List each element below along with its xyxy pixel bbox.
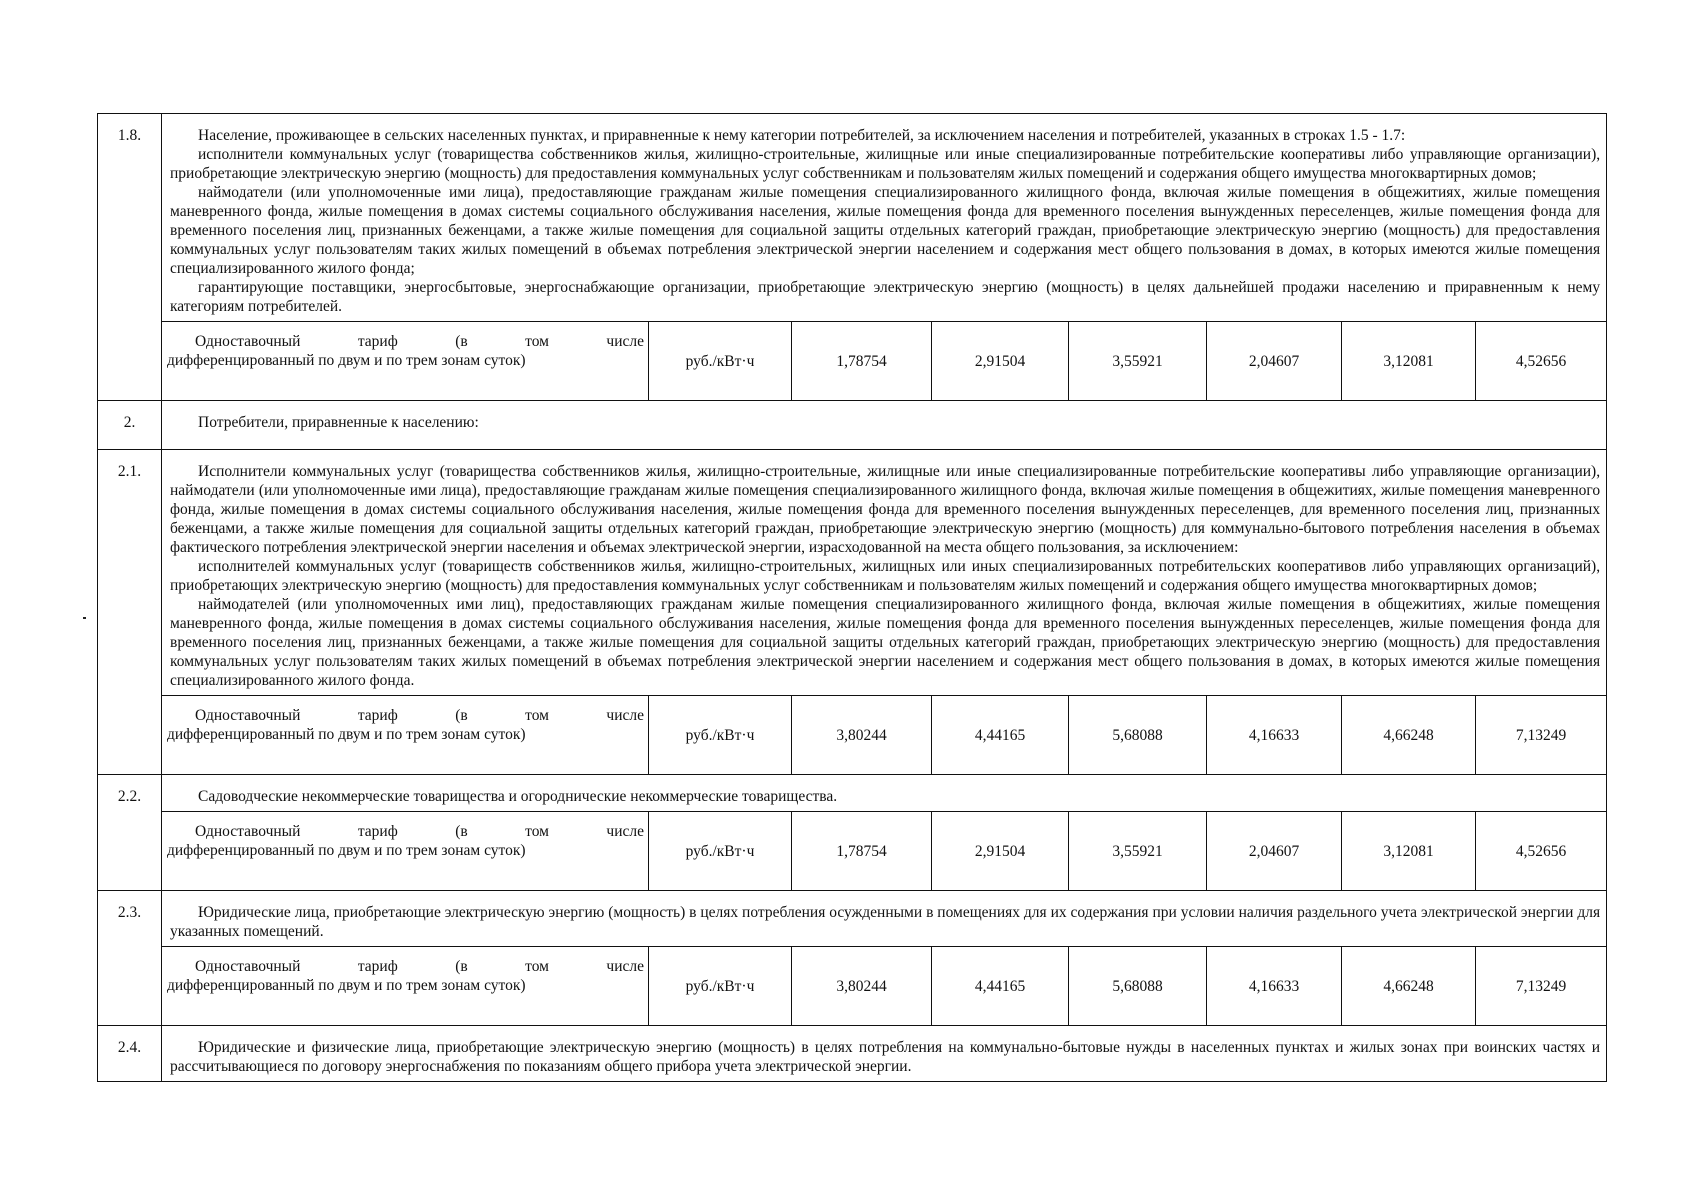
value-cell: 3,80244 [792, 947, 932, 1026]
value-cell: 2,91504 [932, 322, 1069, 401]
unit-cell: руб./кВт·ч [649, 322, 792, 401]
table-row [98, 450, 1607, 696]
row-description [162, 891, 1607, 947]
row-number: 2.3. [98, 891, 162, 1026]
row-description [162, 114, 1607, 322]
unit-cell: руб./кВт·ч [649, 696, 792, 775]
row-number: 2.4. [98, 1026, 162, 1082]
rate-label [162, 812, 649, 891]
value-cell: 4,44165 [932, 947, 1069, 1026]
value-cell: 3,12081 [1342, 322, 1476, 401]
paragraph: Население, проживающее в сельских населенных пунктах, и приравненные к нему категории потребителей, за исключением населения и потребителей, указанных в строках 1.5 - 1.7: [198, 127, 1406, 144]
rate-label-line2: дифференцированный по двум и по трем зонам суток) [167, 352, 526, 369]
table-row [98, 891, 1607, 947]
table-row [98, 1026, 1607, 1082]
value-cell: 5,68088 [1069, 947, 1207, 1026]
paragraph: Потребители, приравненные к населению: [198, 414, 479, 431]
row-description [162, 401, 1607, 450]
rate-label-line1: Одноставочный тариф (в том числе [195, 823, 644, 840]
value-cell: 4,66248 [1342, 696, 1476, 775]
value-cell: 4,16633 [1207, 947, 1342, 1026]
tariff-row [98, 322, 1607, 401]
unit-cell: руб./кВт·ч [649, 947, 792, 1026]
value-cell: 4,52656 [1476, 322, 1607, 401]
value-cell: 4,44165 [932, 696, 1069, 775]
table-row [98, 775, 1607, 812]
rate-label-line2: дифференцированный по двум и по трем зонам суток) [167, 842, 526, 859]
value-cell: 2,91504 [932, 812, 1069, 891]
tariff-row [98, 947, 1607, 1026]
value-cell: 1,78754 [792, 322, 932, 401]
scan-speck [83, 617, 86, 619]
row-number: 1.8. [98, 114, 162, 401]
row-description [162, 775, 1607, 812]
value-cell: 4,52656 [1476, 812, 1607, 891]
paragraph: исполнителей коммунальных услуг (товариществ собственников жилья, жилищно-строительных, жилищных или иных специализированных потребительских кооперативов либо управляющих организаций), приобретающих электрическую энергию (мощность) для предоставления коммунальных услуг собственникам и пользователям жилых помещений и содержания общего имущества многоквартирных домов; [170, 558, 1601, 594]
tariff-row [98, 812, 1607, 891]
unit-cell: руб./кВт·ч [649, 812, 792, 891]
row-description [162, 450, 1607, 696]
paragraph: Исполнители коммунальных услуг (товарищества собственников жилья, жилищно-строительные, жилищные или иные специализированные потребительские кооперативы либо управляющие организации), наймодатели (или уполномоченные ими лица), предоставляющие гражданам жилые помещения специализированного жилищного фонда, включая жилые помещения в общежитиях, жилые помещения маневренного фонда, жилые помещения в домах системы социального обслуживания населения, жилые помещения фонда для временного поселения вынужденных переселенцев, для временного поселения лиц, признанных беженцами, а также жилые помещения для социальной защиты отдельных категорий граждан, приобретающие электрическую энергию (мощность) для коммунально-бытового потребления населения в объемах фактического потребления электрической энергии населения и объемах электрической энергии, израсходованной на места общего пользования, за исключением: [170, 463, 1601, 556]
paragraph: Юридические лица, приобретающие электрическую энергию (мощность) в целях потребления осужденными в помещениях для их содержания при условии наличия раздельного учета электрической энергии для указанных помещений. [170, 904, 1601, 940]
row-number: 2.2. [98, 775, 162, 891]
value-cell: 1,78754 [792, 812, 932, 891]
rate-label-line2: дифференцированный по двум и по трем зонам суток) [167, 726, 526, 743]
tariff-table [97, 113, 1607, 1082]
value-cell: 3,55921 [1069, 322, 1207, 401]
value-cell: 7,13249 [1476, 696, 1607, 775]
table-row [98, 114, 1607, 322]
value-cell: 3,80244 [792, 696, 932, 775]
rate-label-line1: Одноставочный тариф (в том числе [195, 333, 644, 350]
rate-label [162, 322, 649, 401]
paragraph: Садоводческие некоммерческие товарищества и огороднические некоммерческие товарищества. [198, 788, 838, 805]
row-number: 2. [98, 401, 162, 450]
value-cell: 3,55921 [1069, 812, 1207, 891]
rate-label-line1: Одноставочный тариф (в том числе [195, 707, 644, 724]
table-row [98, 401, 1607, 450]
tariff-row [98, 696, 1607, 775]
rate-label-line1: Одноставочный тариф (в том числе [195, 958, 644, 975]
value-cell: 2,04607 [1207, 812, 1342, 891]
row-number: 2.1. [98, 450, 162, 775]
value-cell: 4,66248 [1342, 947, 1476, 1026]
row-description [162, 1026, 1607, 1082]
paragraph: гарантирующие поставщики, энергосбытовые, энергоснабжающие организации, приобретающие электрическую энергию (мощность) в целях дальнейшей продажи населению и приравненным к нему категориям потребителей. [170, 279, 1601, 315]
rate-label [162, 696, 649, 775]
rate-label [162, 947, 649, 1026]
value-cell: 5,68088 [1069, 696, 1207, 775]
paragraph: наймодатели (или уполномоченные ими лица), предоставляющие гражданам жилые помещения специализированного жилищного фонда, включая жилые помещения в общежитиях, жилые помещения маневренного фонда, жилые помещения в домах системы социального обслуживания населения, жилые помещения фонда для временного поселения вынужденных переселенцев, жилые помещения фонда для временного поселения лиц, признанных беженцами, а также жилые помещения для социальной защиты отдельных категорий граждан, приобретающие электрическую энергию (мощность) для предоставления коммунальных услуг пользователям таких жилых помещений в объемах потребления электрической энергии населением и содержания мест общего пользования в домах, в которых имеются жилые помещения специализированного жилого фонда; [170, 184, 1601, 277]
value-cell: 7,13249 [1476, 947, 1607, 1026]
paragraph: исполнители коммунальных услуг (товарищества собственников жилья, жилищно-строительные, жилищные или иные специализированные потребительские кооперативы либо управляющие организации), приобретающие электрическую энергию (мощность) для предоставления коммунальных услуг собственникам и пользователям жилых помещений и содержания общего имущества многоквартирных домов; [170, 146, 1601, 182]
value-cell: 3,12081 [1342, 812, 1476, 891]
value-cell: 4,16633 [1207, 696, 1342, 775]
paragraph: Юридические и физические лица, приобретающие электрическую энергию (мощность) в целях потребления на коммунально-бытовые нужды в населенных пунктах и жилых зонах при воинских частях и рассчитывающиеся по договору энергоснабжения по показаниям общего прибора учета электрической энергии. [170, 1039, 1601, 1075]
value-cell: 2,04607 [1207, 322, 1342, 401]
paragraph: наймодателей (или уполномоченных ими лиц), предоставляющих гражданам жилые помещения специализированного жилищного фонда, включая жилые помещения в общежитиях, жилые помещения маневренного фонда, жилые помещения в домах системы социального обслуживания населения, жилые помещения фонда для временного поселения вынужденных переселенцев, жилые помещения фонда для временного поселения лиц, признанных беженцами, а также жилые помещения для социальной защиты отдельных категорий граждан, приобретающих электрическую энергию (мощность) для предоставления коммунальных услуг пользователям таких жилых помещений в объемах потребления электрической энергии населением и содержания мест общего пользования в домах, в которых имеются жилые помещения специализированного жилого фонда. [170, 596, 1601, 689]
rate-label-line2: дифференцированный по двум и по трем зонам суток) [167, 977, 526, 994]
